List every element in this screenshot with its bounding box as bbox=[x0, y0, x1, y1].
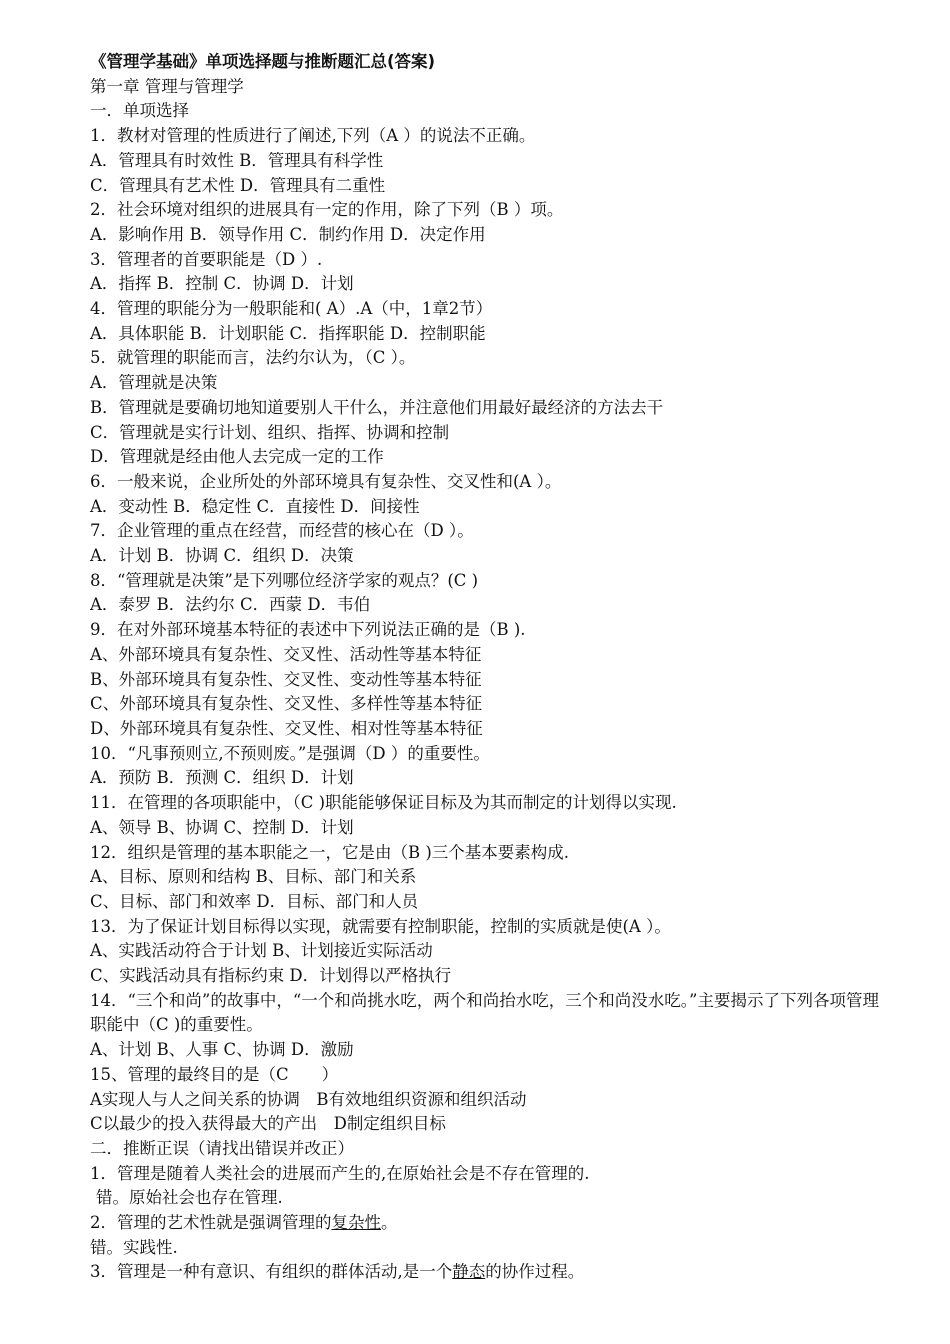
judgement-3 bbox=[90, 1260, 910, 1285]
question-12: 12．组织是管理的基本职能之一，它是由（B )三个基本要素构成. bbox=[90, 842, 570, 862]
question-14: 14．“三个和尚”的故事中，“一个和尚挑水吃，两个和尚抬水吃，三个和尚没水吃。”主要揭示了下列各项管理职能中（C )的重要性。 bbox=[90, 990, 879, 1035]
question-15-options-cd: C以最少的投入获得最大的产出 D制定组织目标 bbox=[90, 1114, 446, 1134]
question-12-options-ab: A、目标、原则和结构 B、目标、部门和关系 bbox=[90, 867, 417, 887]
question-5-option-d: D．管理就是经由他人去完成一定的工作 bbox=[90, 447, 384, 467]
question-6: 6．一般来说，企业所处的外部环境具有复杂性、交叉性和(A ）。 bbox=[90, 471, 562, 491]
question-15: 15、管理的最终目的是（C ） bbox=[90, 1064, 339, 1084]
document-title: 《管理学基础》单项选择题与推断题汇总(答案) bbox=[90, 52, 436, 71]
question-5-option-a: A．管理就是决策 bbox=[90, 373, 218, 393]
question-1: 1．教材对管理的性质进行了阐述,下列（A ）的说法不正确。 bbox=[90, 126, 536, 146]
judgement-1-answer: 错。原始社会也存在管理. bbox=[96, 1188, 283, 1208]
question-9-option-c: C、外部环境具有复杂性、交叉性、多样性等基本特征 bbox=[90, 694, 483, 714]
question-13: 13．为了保证计划目标得以实现，就需要有控制职能，控制的实质就是使(A ）。 bbox=[90, 916, 671, 936]
question-13-options-ab: A、实践活动符合于计划 B、计划接近实际活动 bbox=[90, 941, 433, 961]
judgement-1: 1．管理是随着人类社会的进展而产生的,在原始社会是不存在管理的. bbox=[90, 1163, 590, 1183]
question-3-options: A．指挥 B．控制 C．协调 D．计划 bbox=[90, 274, 354, 294]
judgement-3-end: 的协作过程。 bbox=[485, 1262, 585, 1282]
section-heading-true-false: 二．推断正误（请找出错误并改正） bbox=[90, 1138, 354, 1158]
question-8-options: A．泰罗 B．法约尔 C．西蒙 D．韦伯 bbox=[90, 595, 371, 615]
question-10-options: A．预防 B．预测 C．组织 D．计划 bbox=[90, 768, 354, 788]
document-body bbox=[90, 75, 910, 1285]
judgement-2 bbox=[90, 1211, 910, 1236]
question-2: 2．社会环境对组织的进展具有一定的作用，除了下列（B ）项。 bbox=[90, 200, 564, 220]
judgement-2-end: 。 bbox=[381, 1213, 398, 1233]
question-11-options: A、领导 B、协调 C、控制 D．计划 bbox=[90, 817, 354, 837]
section-heading-single-choice: 一．单项选择 bbox=[90, 101, 189, 121]
question-13-options-cd: C、实践活动具有指标约束 D．计划得以严格执行 bbox=[90, 966, 452, 986]
question-9: 9．在对外部环境基本特征的表述中下列说法正确的是（B ). bbox=[90, 620, 526, 640]
question-10: 10．“凡事预则立,不预则废。”是强调（D ）的重要性。 bbox=[90, 743, 490, 763]
question-5-option-b: B．管理就是要确切地知道要别人干什么，并注意他们用最好最经济的方法去干 bbox=[90, 397, 664, 417]
judgement-3-underlined-term: 静态 bbox=[452, 1262, 486, 1282]
judgement-2-text: 2．管理的艺术性就是强调管理的 bbox=[90, 1213, 332, 1233]
question-9-option-d: D、外部环境具有复杂性、交叉性、相对性等基本特征 bbox=[90, 718, 483, 738]
question-4-options: A．具体职能 B．计划职能 C．指挥职能 D．控制职能 bbox=[90, 323, 486, 343]
judgement-2-answer: 错。实践性. bbox=[90, 1237, 178, 1257]
question-2-options: A．影响作用 B．领导作用 C．制约作用 D．决定作用 bbox=[90, 224, 486, 244]
question-7-options: A．计划 B．协调 C．组织 D．决策 bbox=[90, 546, 354, 566]
question-3: 3．管理者的首要职能是（D ）. bbox=[90, 249, 323, 269]
question-9-option-b: B、外部环境具有复杂性、交叉性、变动性等基本特征 bbox=[90, 669, 482, 689]
judgement-2-underlined-term: 复杂性 bbox=[331, 1213, 381, 1233]
question-15-options-ab: A实现人与人之间关系的协调 B有效地组织资源和组织活动 bbox=[90, 1089, 527, 1109]
question-1-options-ab: A．管理具有时效性 B．管理具有科学性 bbox=[90, 150, 384, 170]
question-7: 7．企业管理的重点在经营，而经营的核心在（D ）。 bbox=[90, 521, 474, 541]
question-4: 4．管理的职能分为一般职能和( A）.A（中，1章2节） bbox=[90, 299, 493, 319]
question-9-option-a: A、外部环境具有复杂性、交叉性、活动性等基本特征 bbox=[90, 644, 482, 664]
question-12-options-cd: C、目标、部门和效率 D．目标、部门和人员 bbox=[90, 891, 419, 911]
chapter-heading: 第一章 管理与管理学 bbox=[90, 76, 244, 96]
question-5-option-c: C．管理就是实行计划、组织、指挥、协调和控制 bbox=[90, 422, 450, 442]
question-5: 5．就管理的职能而言，法约尔认为，（C ）。 bbox=[90, 348, 416, 368]
question-8: 8．“管理就是决策”是下列哪位经济学家的观点？(C ) bbox=[90, 570, 479, 590]
question-1-options-cd: C．管理具有艺术性 D．管理具有二重性 bbox=[90, 175, 386, 195]
judgement-3-text: 3．管理是一种有意识、有组织的群体活动,是一个 bbox=[90, 1262, 453, 1282]
question-11: 11．在管理的各项职能中，（C )职能能够保证目标及为其而制定的计划得以实现. bbox=[90, 793, 677, 813]
question-6-options: A．变动性 B．稳定性 C．直接性 D．间接性 bbox=[90, 496, 420, 516]
question-14-options: A、计划 B、人事 C、协调 D．激励 bbox=[90, 1040, 354, 1060]
